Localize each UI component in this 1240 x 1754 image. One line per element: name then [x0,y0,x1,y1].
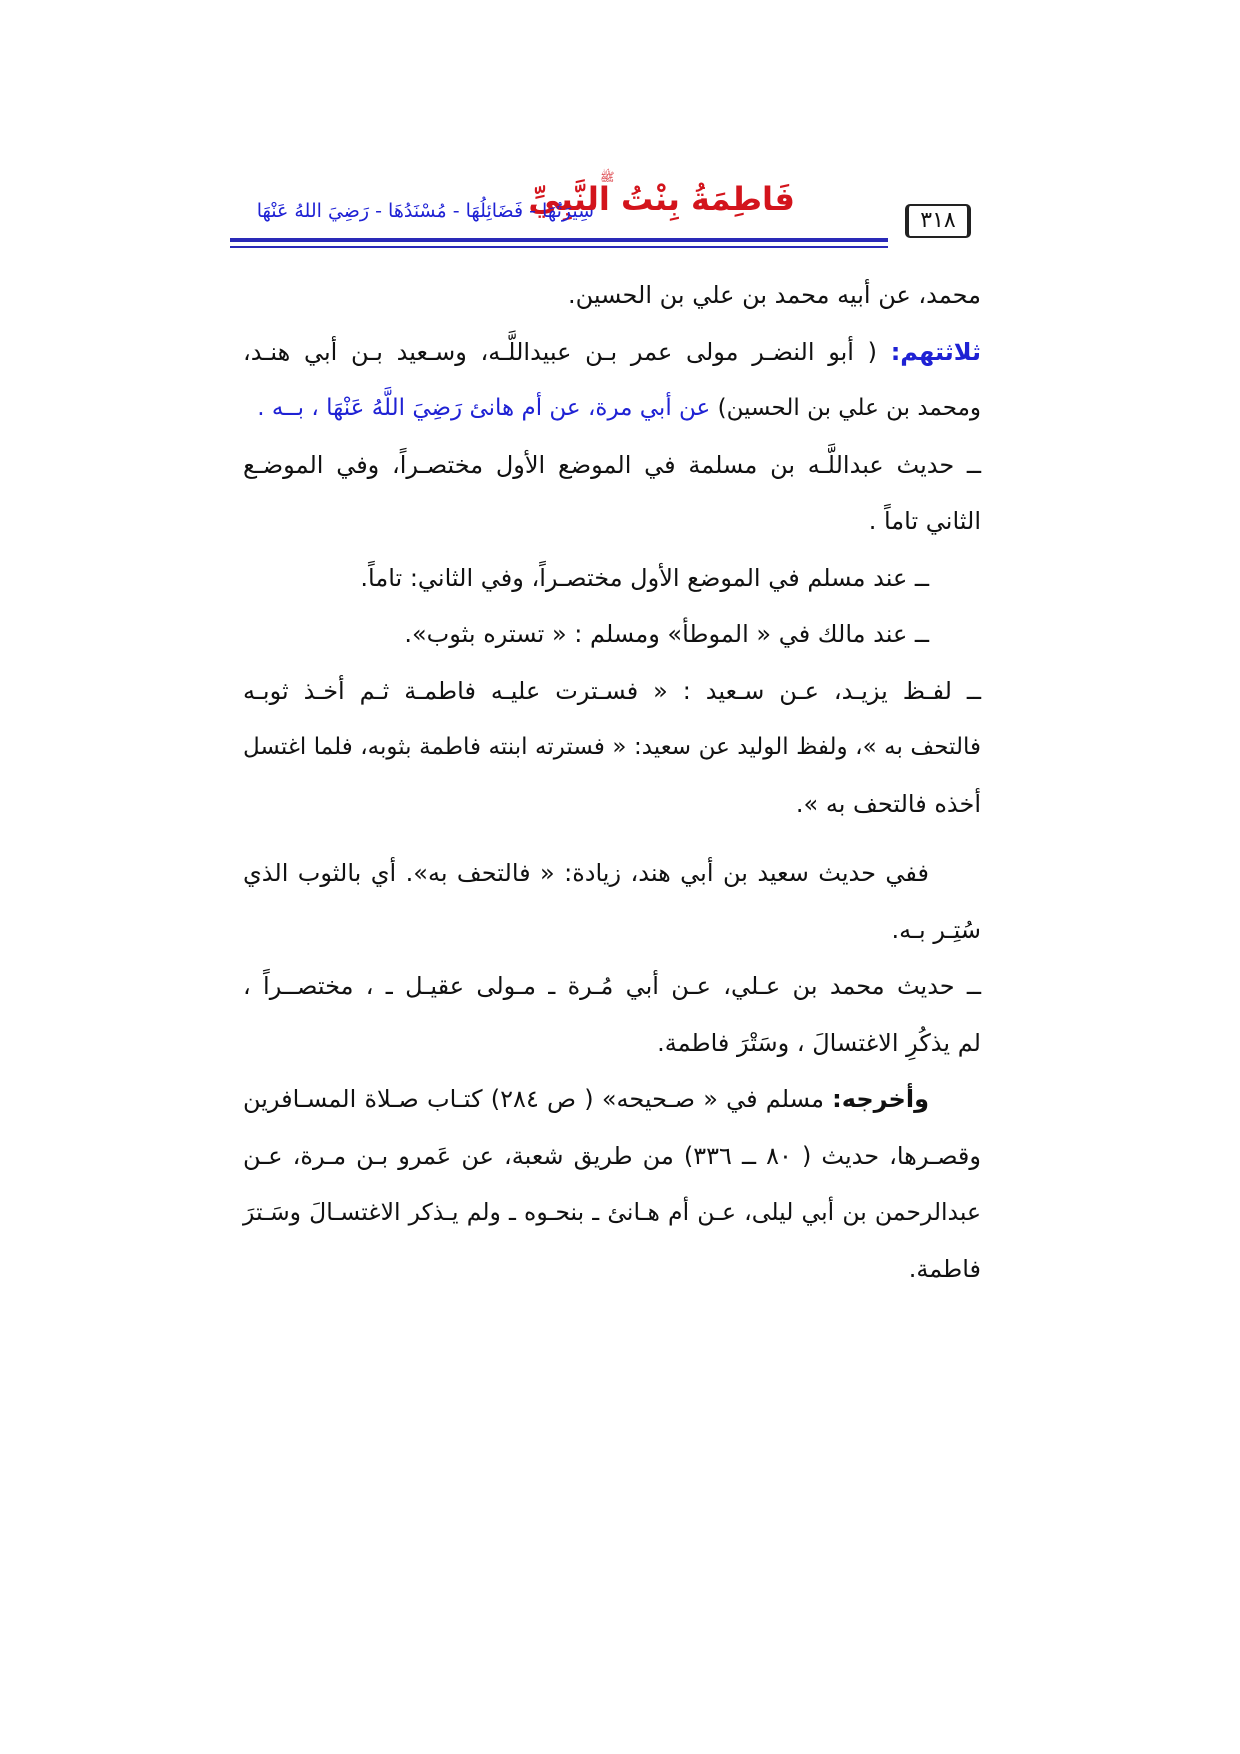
book-title: فَاطِمَةُ بِنْتُ النَّبِيِّ [528,180,795,218]
text-line [243,606,981,663]
line-text: فالتحف به »، ولفظ الوليد عن سعيد: « فسترته ابنته فاطمة بثوبه، فلما اغتسل [243,734,981,760]
line-text: ــ حديث عبداللَّـه بن مسلمة في الموضع الأول مختصـراً، وفي الموضـع [243,450,981,479]
line-text: فاطمة. [908,1254,981,1283]
text-line [243,1128,981,1185]
page-number: ٣١٨ [905,204,971,238]
text-line [243,1184,981,1241]
line-text: الثاني تاماً . [868,507,981,535]
honorific-mark: ﷺ [600,170,615,184]
text-line [243,550,981,607]
line-text: عبدالرحمن بن أبي ليلى، عـن أم هـانئ ـ بنحـوه ـ ولم يـذكر الاغتسـالَ وسَـترَ [243,1198,981,1226]
chain-highlight: عن أبي مرة، عن أم هانئ رَضِيَ اللَّهُ عَنْهَا ، بــه . [257,395,711,421]
book-subtitle: سِيرَتُهَا - فَضَائِلُهَا - مُسْنَدُهَا - رَضِيَ اللهُ عَنْهَا [256,200,594,222]
line-text: ــ حديث محمد بن عـلي، عـن أبي مُـرة ـ مـولى عقيـل ـ ، مختصــراً ، [243,972,981,1000]
line-text: ففي حديث سعيد بن أبي هند، زيادة: « فالتحف به». أي بالثوب الذي [243,859,929,887]
line-text: ــ لفـظ يزيـد، عـن سـعيد : « فسـترت عليـه فاطمـة ثـم أخـذ ثوبـه [243,676,981,705]
text-line [243,1015,981,1072]
text-line [243,902,981,959]
text-line [243,493,981,550]
line-text: ــ عند مالك في « الموطأ» ومسلم : « تستره بثوب». [404,620,929,648]
text-line [243,324,981,381]
line-text: سُتِـر بـه. [891,915,981,944]
text-line [243,958,981,1015]
line-text: مسلم في « صـحيحه» ( ص ٢٨٤) كتـاب صـلاة المسـافرين [242,1085,833,1113]
text-line [243,267,981,324]
line-text: محمد، عن أبيه محمد بن علي بن الحسين. [567,281,981,309]
text-line [243,1071,981,1128]
narrators-label: ثلاثتهم: [890,337,981,366]
text-line [243,845,981,902]
line-text: وقصـرها، حديث ( ٨٠ ــ ٣٣٦) من طريق شعبة، عن عَمرو بـن مـرة، عـن [242,1141,981,1170]
text-line [243,663,981,720]
header-rule-thin [230,246,888,248]
text-line [243,719,981,776]
text-line [243,776,981,833]
line-text: لم يذكُرِ الاغتسالَ ، وسَتْرَ فاطمة. [657,1028,981,1057]
text-line [243,380,981,437]
line-text: ــ عند مسلم في الموضع الأول مختصـراً، وفي الثاني: تاماً. [360,563,929,592]
header-rule-thick [230,238,888,242]
line-text: ومحمد بن علي بن الحسين) [710,395,981,421]
takhrij-label: وأخرجه: [832,1085,929,1113]
line-text: ( أبو النضـر مولى عمر بـن عبيداللَّـه، وسـعيد بـن أبي هنـد، [243,337,891,366]
main-text [243,267,981,1297]
line-text: أخذه فالتحف به ». [795,789,981,818]
text-line [243,437,981,494]
text-line [243,1241,981,1298]
